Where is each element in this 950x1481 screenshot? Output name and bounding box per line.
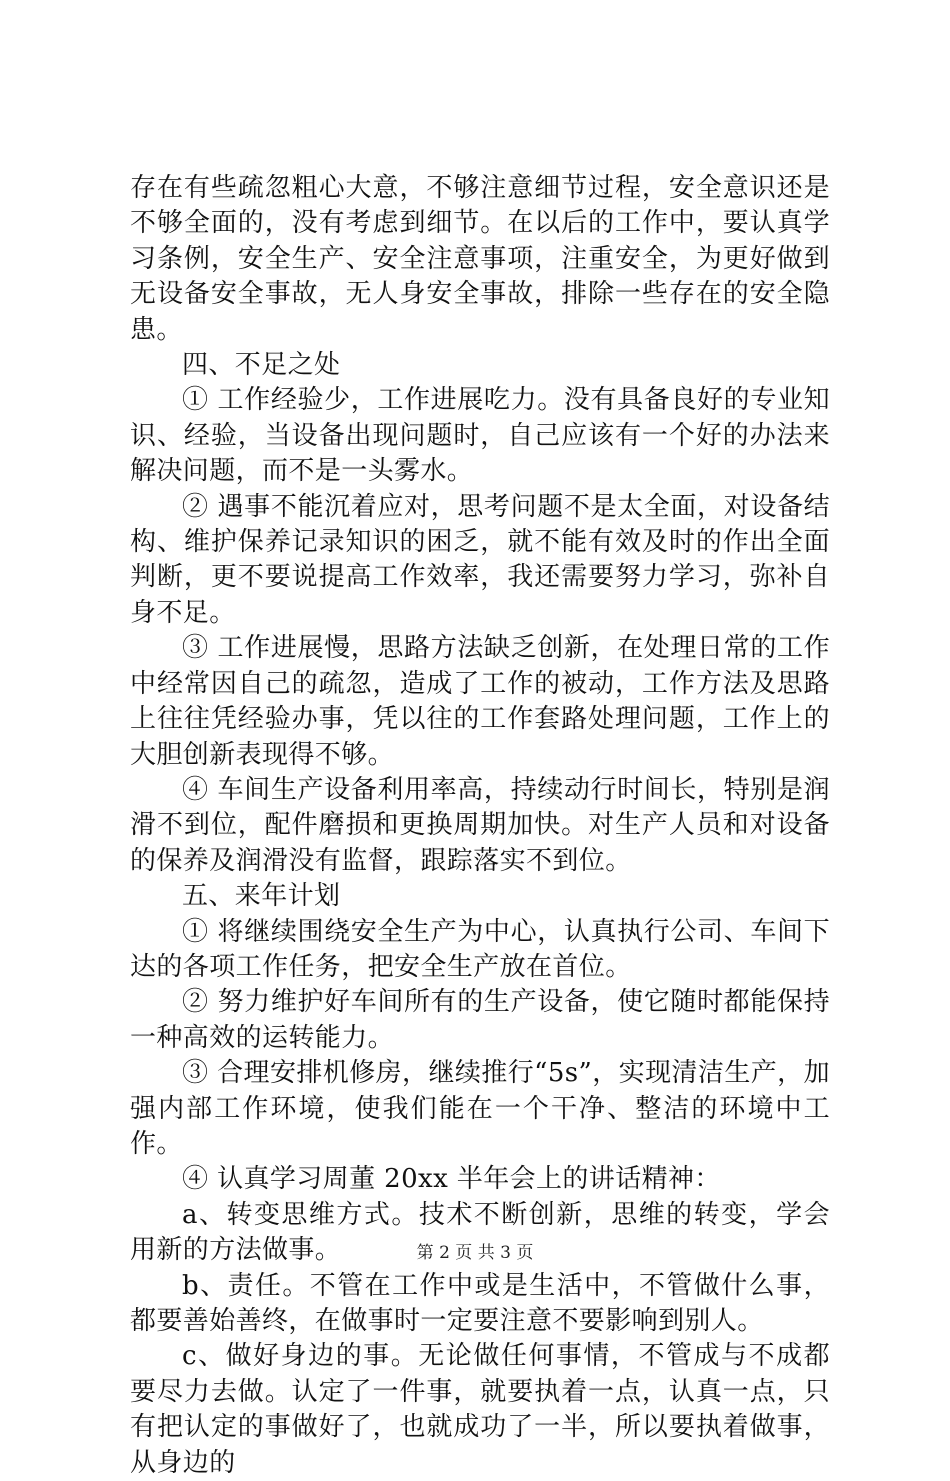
shortcoming-item-4: ④ 车间生产设备利用率高，持续动行时间长，特别是润滑不到位，配件磨损和更换周期加快。对生产人员和对设备的保养及润滑没有监督，跟踪落实不到位。 [130, 774, 830, 876]
section-heading-next-year-plan: 五、来年计划 [182, 881, 341, 912]
plan-subitem-a: a、转变思维方式。技术不断创新，思维的转变，学会用新的方法做事。 [130, 1199, 830, 1266]
section-heading-shortcomings: 四、不足之处 [182, 350, 341, 381]
plan-item-2: ② 努力维护好车间所有的生产设备，使它随时都能保持一种高效的运转能力。 [130, 987, 830, 1053]
plan-subitem-b: b、责任。不管在工作中或是生活中，不管做什么事，都要善始善终，在做事时一定要注意不要影响到别人。 [130, 1270, 830, 1336]
plan-subitem-c: c、做好身边的事。无论做任何事情，不管成与不成都要尽力去做。认定了一件事，就要执着一点，认真一点，只有把认定的事做好了，也就成功了一半，所以要执着做事，从身边的 [130, 1341, 830, 1478]
document-body [130, 171, 830, 1481]
shortcoming-item-1: ① 工作经验少，工作进展吃力。没有具备良好的专业知识、经验，当设备出现问题时，自己应该有一个好的办法来解决问题，而不是一头雾水。 [130, 385, 830, 487]
shortcoming-item-3: ③ 工作进展慢，思路方法缺乏创新，在处理日常的工作中经常因自己的疏忽，造成了工作的被动，工作方法及思路上往往凭经验办事，凭以往的工作套路处理问题，工作上的大胆创新表现得不够。 [130, 633, 830, 770]
paragraph-continuation: 存在有些疏忽粗心大意，不够注意细节过程，安全意识还是不够全面的，没有考虑到细节。在以后的工作中，要认真学习条例，安全生产、安全注意事项，注重安全，为更好做到无设备安全事故，无人身安全事故，排除一些存在的安全隐患。 [130, 173, 830, 345]
page-number-footer: 第 2 页 共 3 页 [416, 1243, 534, 1263]
plan-item-3: ③ 合理安排机修房，继续推行“5s”，实现清洁生产，加强内部工作环境，使我们能在一个干净、整洁的环境中工作。 [130, 1058, 830, 1159]
shortcoming-item-2: ② 遇事不能沉着应对，思考问题不是太全面，对设备结构、维护保养记录知识的困乏，就不能有效及时的作出全面判断，更不要说提高工作效率，我还需要努力学习，弥补自身不足。 [130, 491, 830, 628]
plan-item-4: ④ 认真学习周董 20xx 半年会上的讲话精神： [182, 1164, 721, 1195]
plan-item-1: ① 将继续围绕安全生产为中心，认真执行公司、车间下达的各项工作任务，把安全生产放在首位。 [130, 916, 830, 982]
